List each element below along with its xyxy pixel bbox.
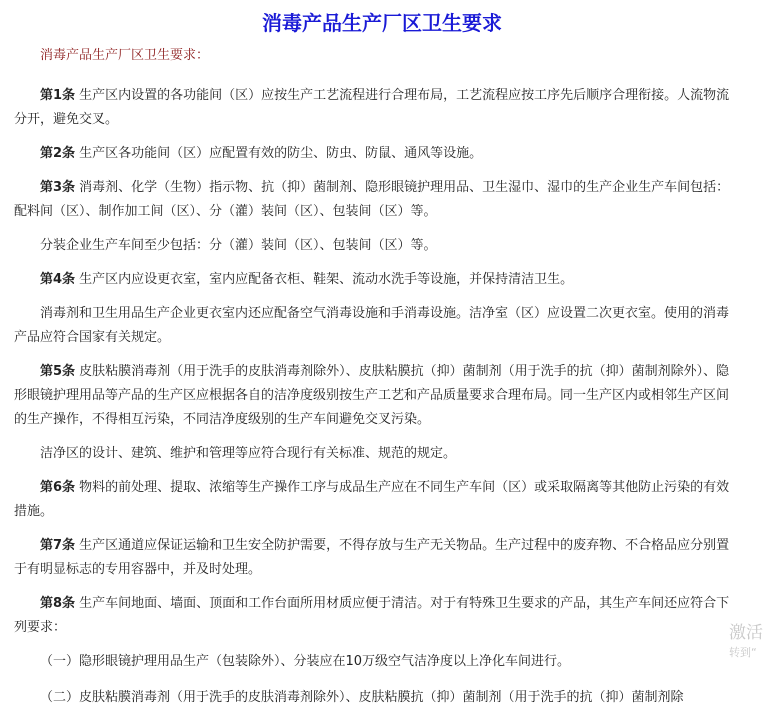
activation-watermark <box>729 622 763 660</box>
paragraph-text: 洁净区的设计、建筑、维护和管理等应符合现行有关标准、规范的规定。 <box>40 446 457 461</box>
page-title: 消毒产品生产厂区卫生要求 <box>262 11 502 35</box>
article-7 <box>14 534 730 582</box>
article-text: 物料的前处理、提取、浓缩等生产操作工序与成品生产应在不同生产车间（区）或采取隔离等其他防止污染的有效措施。 <box>14 480 730 519</box>
article-label: 第6条 <box>40 480 76 495</box>
paragraph-text: 分装企业生产车间至少包括：分（灌）装间（区）、包装间（区）等。 <box>40 238 437 253</box>
article-1 <box>14 84 730 132</box>
article-text: 生产区内设置的各功能间（区）应按生产工艺流程进行合理布局，工艺流程应按工序先后顺序合理衔接。人流物流分开，避免交叉。 <box>14 88 730 127</box>
paragraph-text: 消毒剂和卫生用品生产企业更衣室内还应配备空气消毒设施和手消毒设施。洁净室（区）应设置二次更衣室。使用的消毒产品应符合国家有关规定。 <box>14 306 730 345</box>
article-text: 生产区通道应保证运输和卫生安全防护需要，不得存放与生产无关物品。生产过程中的废弃物、不合格品应分别置于有明显标志的专用容器中，并及时处理。 <box>14 538 730 577</box>
article-text: 皮肤粘膜消毒剂（用于洗手的皮肤消毒剂除外）、皮肤粘膜抗（抑）菌制剂（用于洗手的抗（抑）菌制剂除外）、隐形眼镜护理用品等产品的生产区应根据各自的洁净度级别按生产工艺和产品质量要求合理布局。同一生产区内或相邻生产区间的生产操作，不得相互污染，不同洁净度级别的生产车间避免交叉污染。 <box>14 364 730 427</box>
article-5 <box>14 360 730 432</box>
list-item: （一）隐形眼镜护理用品生产（包装除外）、分装应在10万级空气洁净度以上净化车间进行。 <box>40 654 571 669</box>
article-label: 第4条 <box>40 272 76 287</box>
article-text: 生产区各功能间（区）应配置有效的防尘、防虫、防鼠、通风等设施。 <box>75 146 483 161</box>
article-label: 第2条 <box>40 146 76 161</box>
article-label: 第1条 <box>40 88 76 103</box>
article-label: 第7条 <box>40 538 76 553</box>
article-text: 生产区内应设更衣室，室内应配备衣柜、鞋架、流动水洗手等设施，并保持清洁卫生。 <box>75 272 574 287</box>
article-5-note <box>14 442 730 466</box>
article-4-note <box>14 302 730 350</box>
article-3-note <box>14 234 730 258</box>
list-item: （二）皮肤粘膜消毒剂（用于洗手的皮肤消毒剂除外）、皮肤粘膜抗（抑）菌制剂（用于洗手的抗（抑）菌制剂除 <box>40 690 684 705</box>
article-label: 第8条 <box>40 596 76 611</box>
article-8 <box>14 592 730 640</box>
article-2 <box>14 142 730 166</box>
article-text: 消毒剂、化学（生物）指示物、抗（抑）菌制剂、隐形眼镜护理用品、卫生湿巾、湿巾的生产企业生产车间包括：配料间（区）、制作加工间（区）、分（灌）装间（区）、包装间（区）等。 <box>14 180 730 219</box>
article-label: 第5条 <box>40 364 76 379</box>
article-text: 生产车间地面、墙面、顶面和工作台面所用材质应便于清洁。对于有特殊卫生要求的产品，其生产车间还应符合下列要求： <box>14 596 730 635</box>
watermark-line: 转到“ <box>729 646 757 659</box>
watermark-line: 激活 <box>729 623 763 643</box>
article-4 <box>14 268 730 292</box>
article-6 <box>14 476 730 524</box>
article-3 <box>14 176 730 224</box>
document-subtitle: 消毒产品生产厂区卫生要求： <box>40 48 210 63</box>
article-label: 第3条 <box>40 180 76 195</box>
